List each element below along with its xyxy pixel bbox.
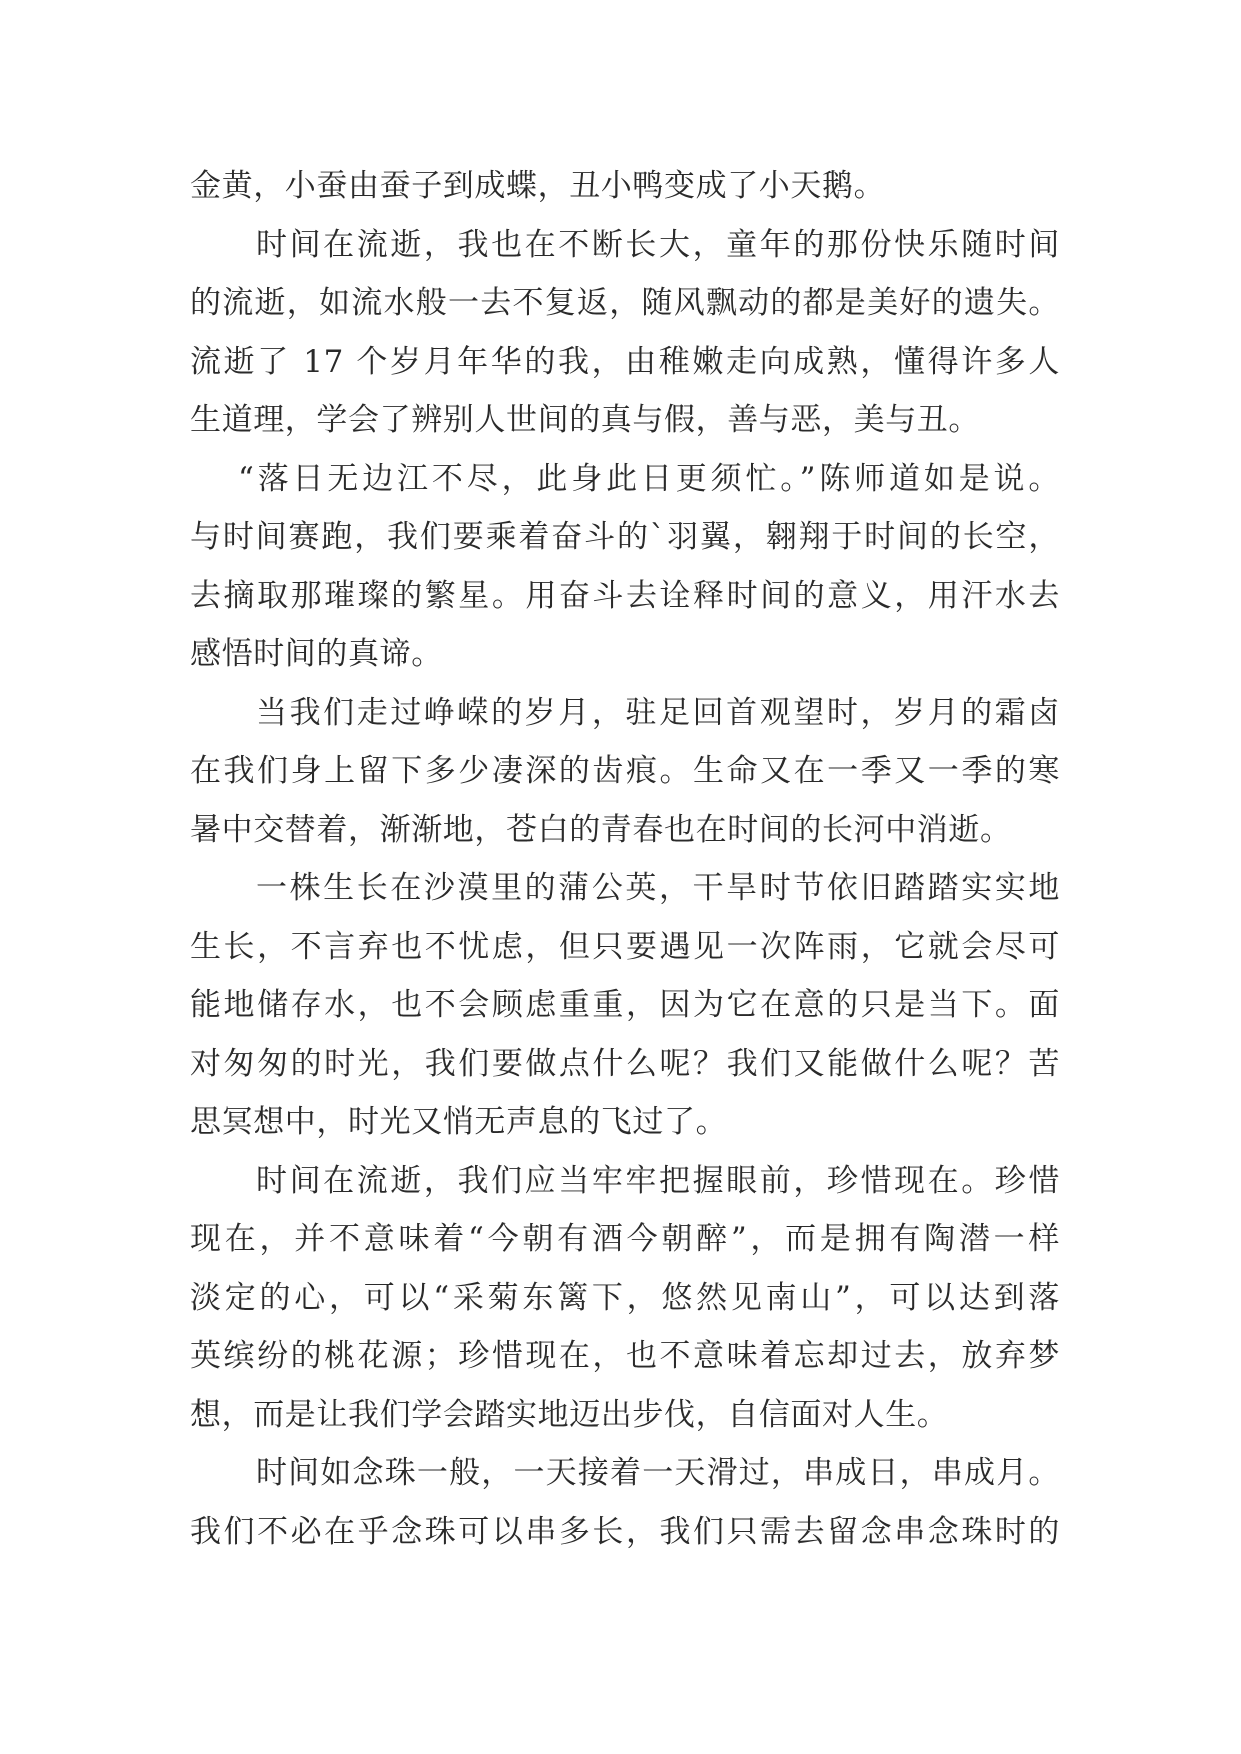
document-body <box>190 157 1060 1561</box>
text-line: 流逝了 17 个岁月年华的我，由稚嫩走向成熟，懂得许多人 <box>190 343 1060 380</box>
text-line: 生道理，学会了辨别人世间的真与假，善与恶，美与丑。 <box>190 402 980 438</box>
text-line: 我们不必在乎念珠可以串多长，我们只需去留念串念珠时的 <box>190 1513 1060 1550</box>
paragraph-start-line: 一株生长在沙漠里的蒲公英，干旱时节依旧踏踏实实地 <box>256 870 1060 906</box>
text-line: 暑中交替着，渐渐地，苍白的青春也在时间的长河中消逝。 <box>190 811 1012 848</box>
paragraph-start-line: 时间在流逝，我也在不断长大，童年的那份快乐随时间 <box>256 226 1060 263</box>
text-line: 能地储存水，也不会顾虑重重，因为它在意的只是当下。面 <box>190 987 1060 1023</box>
paragraph-start-line: 时间在流逝，我们应当牢牢把握眼前，珍惜现在。珍惜 <box>256 1162 1060 1199</box>
text-line: 的流逝，如流水般一去不复返，随风飘动的都是美好的遗失。 <box>190 285 1060 321</box>
text-line: 淡定的心，可以“采菊东篱下，悠然见南山”，可以达到落 <box>190 1279 1060 1316</box>
text-line: 去摘取那璀璨的繁星。用奋斗去诠释时间的意义，用汗水去 <box>190 577 1060 614</box>
paragraph-start-line: 当我们走过峥嵘的岁月，驻足回首观望时，岁月的霜卤 <box>256 694 1060 731</box>
text-line: 对匆匆的时光，我们要做点什么呢？我们又能做什么呢？苦 <box>190 1045 1060 1082</box>
text-line: 思冥想中，时光又悄无声息的飞过了。 <box>190 1104 728 1140</box>
text-line: 英缤纷的桃花源；珍惜现在，也不意味着忘却过去，放弃梦 <box>190 1338 1060 1374</box>
paragraph-start-line: “落日无边江不尽，此身此日更须忙。”陈师道如是说。 <box>238 460 1060 497</box>
text-line: 感悟时间的真谛。 <box>190 636 443 672</box>
paragraph-start-line: 时间如念珠一般，一天接着一天滑过，串成日，串成月。 <box>256 1455 1060 1491</box>
text-line: 与时间赛跑，我们要乘着奋斗的`羽翼，翱翔于时间的长空， <box>190 519 1060 555</box>
text-line: 现在，并不意味着“今朝有酒今朝醉”，而是拥有陶潜一样 <box>190 1221 1060 1257</box>
text-line: 生长，不言弃也不忧虑，但只要遇见一次阵雨，它就会尽可 <box>190 928 1060 965</box>
text-line: 金黄，小蚕由蚕子到成蝶，丑小鸭变成了小天鹅。 <box>190 168 886 204</box>
text-line: 想，而是让我们学会踏实地迈出步伐，自信面对人生。 <box>190 1396 949 1433</box>
text-line: 在我们身上留下多少凄深的齿痕。生命又在一季又一季的寒 <box>190 753 1060 789</box>
